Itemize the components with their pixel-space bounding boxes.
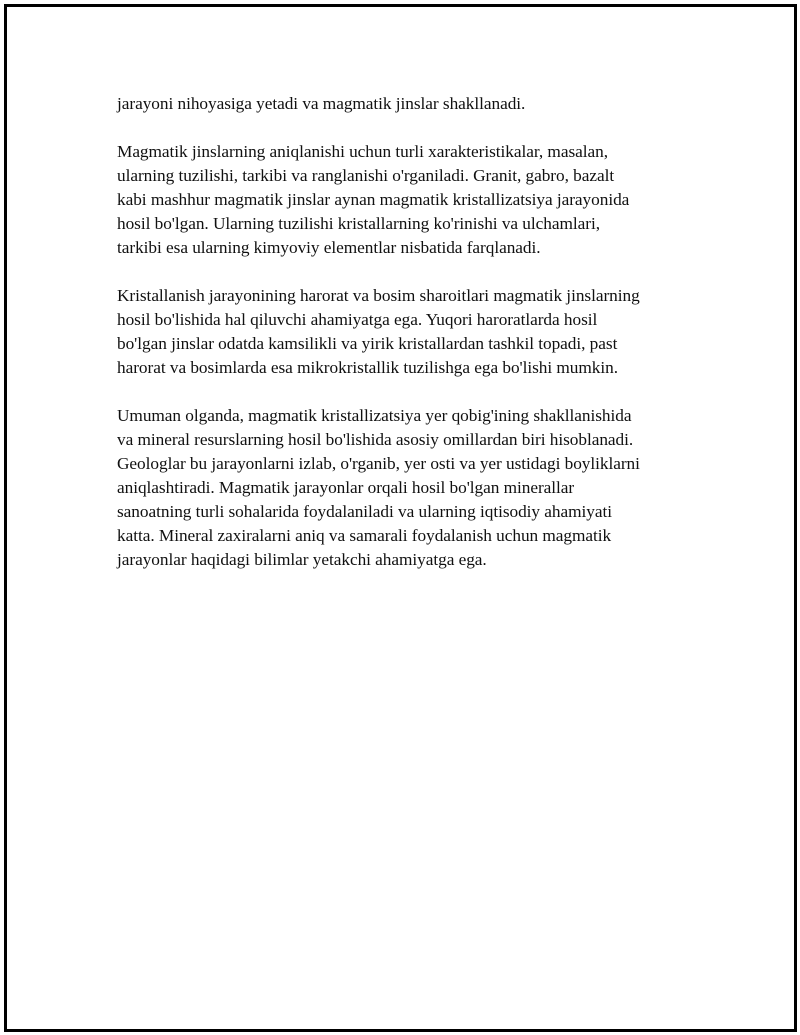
paragraph-1: jarayoni nihoyasiga yetadi va magmatik jinslar shakllanadi. [117,94,526,113]
paragraph-4: Umuman olganda, magmatik kristallizatsiya yer qobig'ining shakllanishida va mineral resurslarning hosil bo'lishida asosiy omillardan biri hisoblanadi. Geologlar bu jarayonlarni izlab, o'rganib, yer osti va yer ustidagi boyliklarni aniqlashtiradi. Magmatik jarayonlar orqali hosil bo'lgan minerallar sanoatning turli sohalarida foydalaniladi va ularning iqtisodiy ahamiyati katta. Mineral zaxiralarni aniq va samarali foydalanish uchun magmatik jarayonlar haqidagi bilimlar yetakchi ahamiyatga ega. [117,406,640,569]
paragraph-2: Magmatik jinslarning aniqlanishi uchun turli xarakteristikalar, masalan, ularning tuzilishi, tarkibi va ranglanishi o'rganiladi. Granit, gabro, bazalt kabi mashhur magmatik jinslar aynan magmatik kristallizatsiya jarayonida hosil bo'lgan. Ularning tuzilishi kristallarning ko'rinishi va ulchamlari, tarkibi esa ularning kimyoviy elementlar nisbatida farqlanadi. [117,142,630,257]
document-body [117,92,692,596]
paragraph-3: Kristallanish jarayonining harorat va bosim sharoitlari magmatik jinslarning hosil bo'lishida hal qiluvchi ahamiyatga ega. Yuqori haroratlarda hosil bo'lgan jinslar odatda kamsilikli va yirik kristallardan tashkil topadi, past harorat va bosimlarda esa mikrokristallik tuzilishga ega bo'lishi mumkin. [117,286,640,377]
